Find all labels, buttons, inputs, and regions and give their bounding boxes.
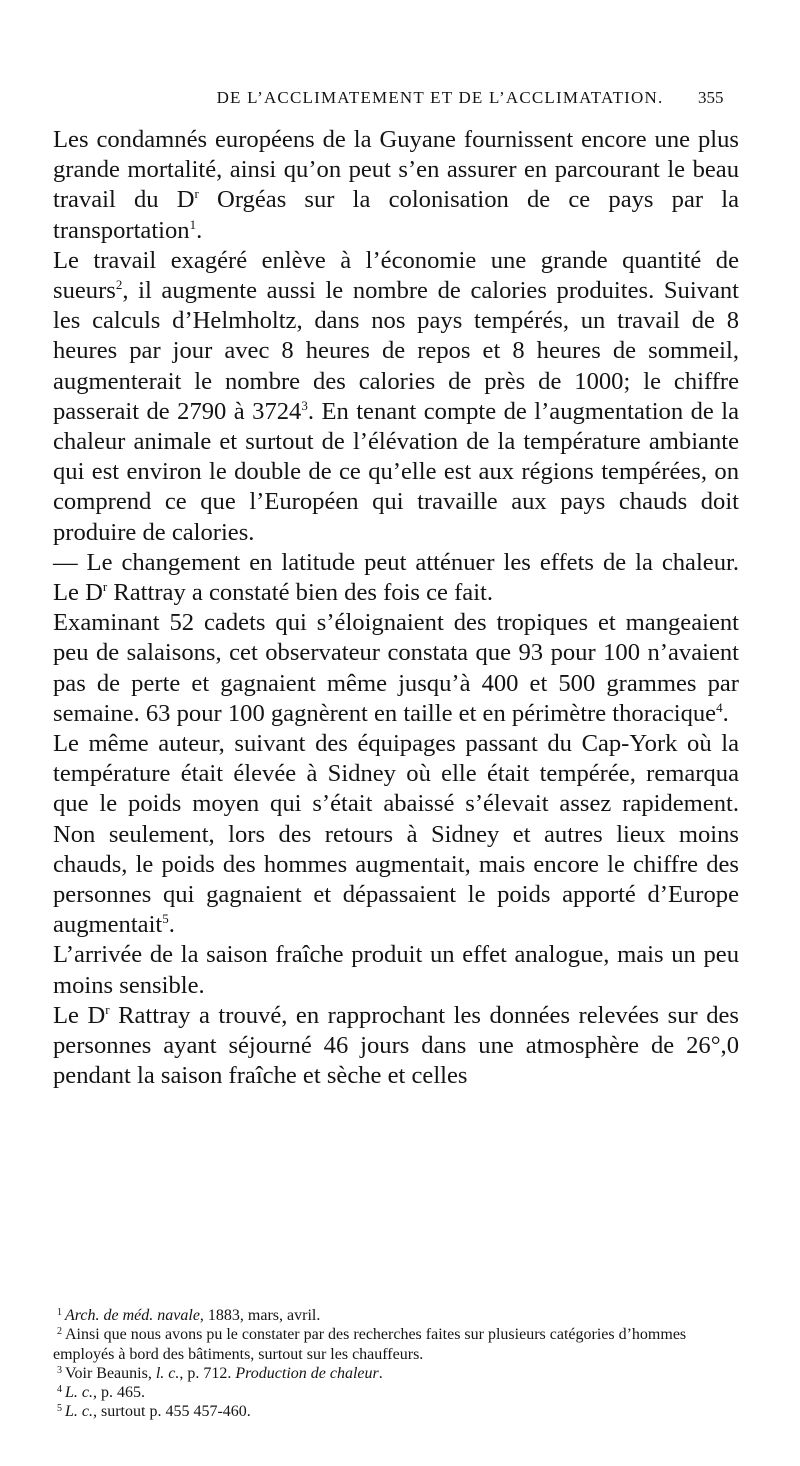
paragraph-2-text-2: , il augmente aussi le nombre de calories produites. Suivant les calculs d’Helmholtz, dans nos pays tempérés, un travail de 8 heures par jour avec 8 heures de repos et 8 heures de sommeil, augmenterait le nombre des calories de près de 1000; le chiffre passerait de 2790 à 3724 <box>53 277 739 425</box>
footnote-number: 5 <box>57 1403 62 1415</box>
footnote-4-loc-cit: L. c. <box>65 1384 93 1402</box>
running-title: DE L’ACCLIMATEMENT ET DE L’ACCLIMATATION. <box>216 88 664 107</box>
dr-abbrev-sup: r <box>105 1001 110 1017</box>
paragraph-2-text-1: Le travail exagéré enlève à l’économie une grande quantité de sueurs <box>53 246 739 305</box>
footnote-ref-4: 4 <box>716 699 723 715</box>
footnotes <box>53 1306 739 1422</box>
footnote-1 <box>53 1306 739 1325</box>
paragraph-3-text-1: — Le changement en latitude peut atténuer les effets de la chaleur. Le D <box>53 548 739 607</box>
footnote-number: 3 <box>57 1364 62 1376</box>
paragraph-1 <box>53 125 739 246</box>
footnote-number: 2 <box>57 1326 62 1338</box>
footnote-ref-5: 5 <box>162 911 169 927</box>
footnote-ref-3: 3 <box>301 397 308 413</box>
dr-abbrev-sup: r <box>102 579 108 595</box>
paragraph-4-text: Examinant 52 cadets qui s’éloignaient des tropiques et mangeaient peu de salaisons, cet observateur constata que 93 pour 100 n’avaient pas de perte et gagnaient même jusqu’à 400 et 500 grammes par semaine. 63 pour 100 gagnèrent en taille et en périmètre thoracique <box>53 609 739 727</box>
paragraph-5 <box>53 729 739 940</box>
footnote-1-source: Arch. de méd. navale <box>65 1307 200 1324</box>
paragraph-7-text-1: Le D <box>53 1001 106 1029</box>
footnote-2 <box>53 1325 739 1364</box>
footnote-number: 4 <box>57 1384 62 1396</box>
paragraph-1-text-2: Orgéas sur la colonisation de ce pays par la transportation <box>53 186 739 244</box>
paragraph-4-end: . <box>722 699 729 727</box>
paragraph-2-text-3: . En tenant compte de l’augmentation de la chaleur animale et surtout de l’élévation de la température ambiante qui est environ le double de ce qu’elle est aux régions tempérées, on comprend ce que l’Européen qui travaille aux pays chauds doit produire de calories. <box>53 397 740 546</box>
footnote-5-detail: , surtout p. 455 457-460. <box>93 1403 251 1421</box>
paragraph-7 <box>53 1001 739 1092</box>
dr-abbrev-sup: r <box>194 186 199 202</box>
footnote-4-detail: , p. 465. <box>93 1384 145 1402</box>
paragraph-6: L’arrivée de la saison fraîche produit un effet analogue, mais un peu moins sensible. <box>53 941 739 999</box>
paragraph-1-text: Les condamnés européens de la Guyane fournissent encore une plus grande mortalité, ainsi qu’on peut s’en assurer en parcourant le beau travail du D <box>53 126 739 214</box>
footnote-3 <box>53 1364 739 1383</box>
paragraph-5-end: . <box>168 911 175 939</box>
paragraph-1-end: . <box>196 216 203 244</box>
paragraph-4 <box>53 608 739 729</box>
paragraph-3-text-2: Rattray a constaté bien des fois ce fait. <box>107 579 494 607</box>
footnote-number: 1 <box>57 1307 62 1318</box>
footnote-2-text: Ainsi que nous avons pu le constater par des recherches faites sur plusieurs catégories d’hommes employés à bord des bâtiments, surtout sur les chauffeurs. <box>53 1326 687 1363</box>
paragraph-7-text-2: Rattray a trouvé, en rapprochant les données relevées sur des personnes ayant séjourné 46 jours dans une atmosphère de 26°,0 pendant la saison fraîche et sèche et celles <box>53 1001 739 1090</box>
footnote-3-mid: , p. 712. <box>179 1364 236 1382</box>
paragraph-3 <box>53 548 739 608</box>
paragraph-5-text: Le même auteur, suivant des équipages passant du Cap-York où la température était élevée à Sidney où elle était tempérée, remarqua que le poids moyen qui s’était abaissé s’élevait assez rapidement. Non seulement, lors des retours à Sidney et autres lieux moins chauds, le poids des hommes augmentait, mais encore le chiffre des personnes qui gagnaient et dépassaient le poids apporté d’Europe augmentait <box>53 730 739 939</box>
footnote-3-pre: Voir Beaunis, <box>65 1364 156 1382</box>
footnote-4 <box>53 1383 739 1402</box>
paragraph-2 <box>53 246 739 548</box>
footnote-3-loc-cit: l. c. <box>155 1364 180 1382</box>
footnote-3-end: . <box>378 1364 383 1382</box>
footnote-3-title: Production de chaleur <box>235 1364 379 1382</box>
body-text <box>53 125 739 1092</box>
footnote-ref-2: 2 <box>115 277 123 293</box>
footnote-5-loc-cit: L. c. <box>65 1403 93 1421</box>
page-number: 355 <box>698 88 724 107</box>
footnote-5 <box>53 1402 739 1421</box>
footnote-1-detail: , 1883, mars, avril. <box>199 1307 321 1324</box>
footnote-ref-1: 1 <box>189 216 197 232</box>
